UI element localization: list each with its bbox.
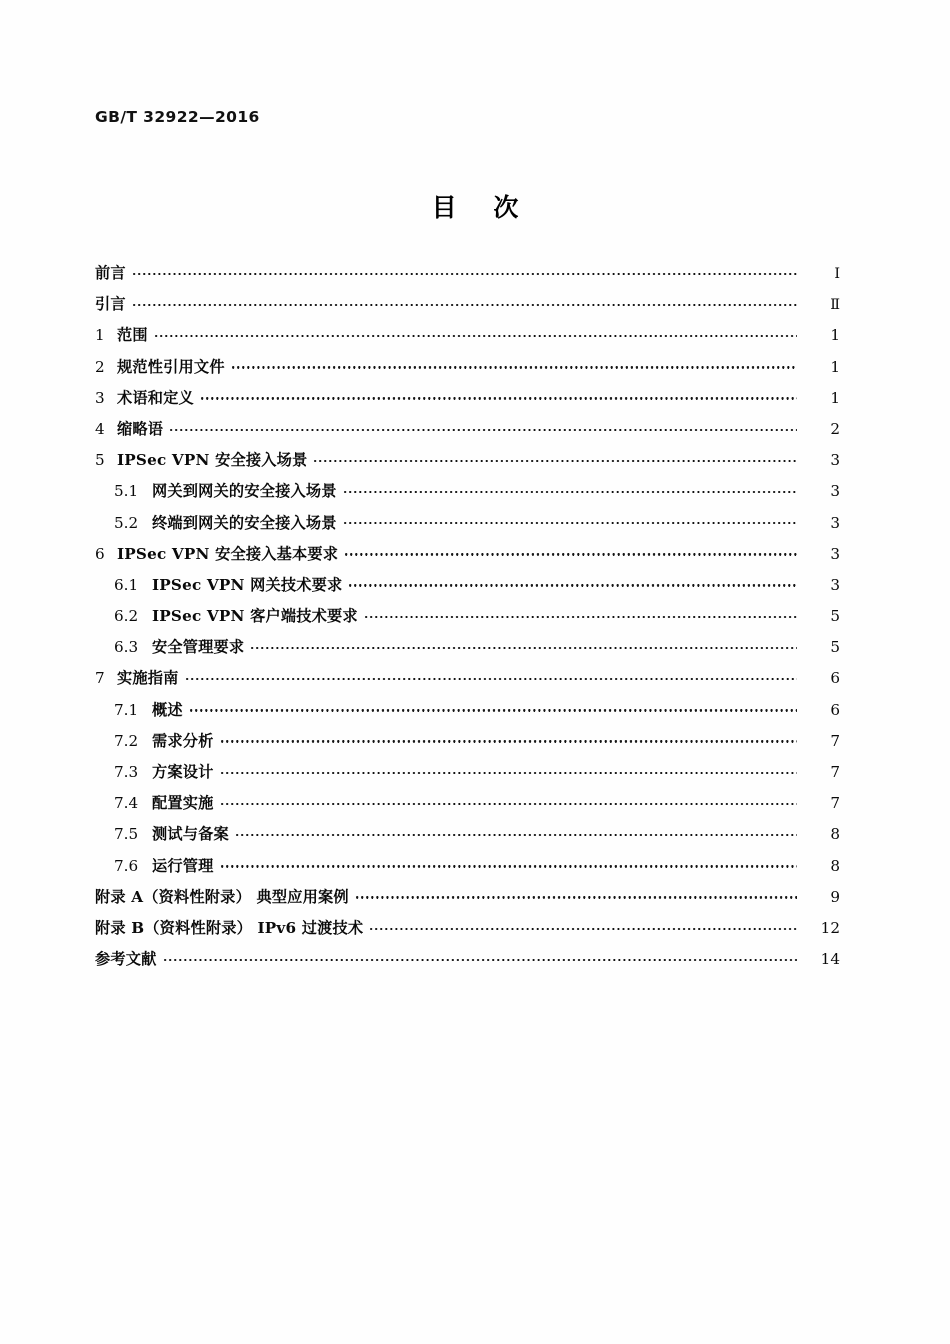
toc-entry[interactable] [95, 320, 840, 351]
dot-leader [190, 709, 797, 710]
toc-entry-label: 规范性引用文件 [117, 357, 225, 376]
toc-entry[interactable] [95, 508, 840, 539]
toc-entry-page-number: 3 [830, 451, 840, 470]
dot-leader [186, 678, 797, 679]
toc-entry-label: 参考文献 [95, 950, 157, 969]
toc-entry[interactable] [95, 414, 840, 445]
toc-entry-page-number: 6 [830, 669, 840, 688]
toc-entry-number: 7.4 [114, 794, 139, 813]
toc-entry-label: 前言 [95, 264, 126, 282]
toc-entry-number: 5.2 [114, 513, 139, 532]
toc-entry-page-number: 1 [830, 357, 840, 376]
dot-leader [221, 772, 797, 773]
toc-entry-label: 配置实施 [152, 794, 214, 813]
toc-entry[interactable] [95, 445, 840, 476]
toc-entry-number: 7.3 [114, 763, 139, 781]
toc-entry-number: 4 [95, 419, 105, 438]
toc-entry[interactable] [95, 476, 840, 507]
dot-leader [356, 896, 797, 897]
toc-entry-number: 7.6 [114, 856, 139, 875]
dot-leader [221, 865, 797, 866]
toc-entry-label: 安全管理要求 [152, 638, 245, 657]
dot-leader [133, 304, 797, 305]
toc-entry-page-number: 7 [830, 794, 840, 813]
toc-entry[interactable] [95, 258, 840, 289]
dot-leader [236, 834, 797, 835]
toc-entry-page-number: 2 [830, 419, 840, 438]
toc-entry-page-number: 14 [820, 950, 840, 969]
toc-entry-page-number: 9 [830, 887, 840, 906]
toc-entry[interactable] [95, 383, 840, 414]
toc-entry-label: 实施指南 [117, 669, 179, 688]
toc-entry-page-number: 1 [830, 388, 840, 407]
dot-leader [370, 928, 797, 929]
toc-entry-number: 3 [95, 388, 105, 407]
toc-entry-number: 6.2 [114, 607, 139, 626]
toc-entry[interactable] [95, 632, 840, 663]
dot-leader [155, 335, 797, 336]
toc-entry-label: IPSec VPN 网关技术要求 [152, 575, 343, 594]
toc-entry-label: 缩略语 [117, 419, 164, 438]
toc-entry-page-number: Ⅱ [830, 297, 840, 314]
dot-leader [164, 959, 797, 960]
dot-leader [221, 803, 797, 804]
dot-leader [345, 553, 797, 554]
toc-entry-label: 范围 [117, 326, 148, 345]
toc-entry[interactable] [95, 570, 840, 601]
toc-entry[interactable] [95, 851, 840, 882]
toc-entry[interactable] [95, 289, 840, 320]
toc-entry-number: 7.1 [114, 700, 139, 719]
toc-entry-number: 5.1 [114, 482, 139, 501]
toc-entry-number: 6.1 [114, 575, 139, 594]
dot-leader [221, 740, 797, 741]
toc-entry[interactable] [95, 539, 840, 570]
toc-entry-label: 需求分析 [152, 731, 214, 750]
toc-entry[interactable] [95, 726, 840, 757]
toc-entry-label: 终端到网关的安全接入场景 [152, 513, 337, 532]
toc-entry-label: IPSec VPN 安全接入基本要求 [117, 544, 339, 563]
toc-entry-page-number: 12 [820, 918, 840, 937]
toc-entry[interactable] [95, 757, 840, 788]
toc-entry-page-number: 3 [830, 575, 840, 594]
toc-entry[interactable] [95, 663, 840, 694]
toc-entry-page-number: Ⅰ [834, 266, 840, 282]
toc-entry[interactable] [95, 788, 840, 819]
dot-leader [170, 429, 797, 430]
toc-entry-label: 术语和定义 [117, 388, 194, 407]
toc-entry-label: 方案设计 [152, 763, 214, 781]
toc-entry-number: 5 [95, 451, 105, 470]
dot-leader [251, 647, 797, 648]
toc-entry-label: 附录 B（资料性附录） IPv6 过渡技术 [95, 918, 364, 937]
standard-number-header: GB/T 32922—2016 [95, 108, 260, 126]
toc-entry-page-number: 1 [830, 326, 840, 345]
page-title: 目 次 [431, 193, 533, 222]
toc-entry-number: 2 [95, 357, 105, 376]
toc-entry-label: 网关到网关的安全接入场景 [152, 482, 337, 501]
toc-entry-label: 概述 [152, 700, 183, 719]
toc-entry-number: 7.5 [114, 825, 139, 844]
toc-entry-page-number: 3 [830, 513, 840, 532]
toc-entry[interactable] [95, 601, 840, 632]
toc-entry[interactable] [95, 819, 840, 850]
toc-entry-page-number: 5 [830, 607, 840, 626]
toc-entry-page-number: 3 [830, 482, 840, 501]
toc-entry-page-number: 3 [830, 544, 840, 563]
toc-entry-page-number: 5 [830, 638, 840, 657]
table-of-contents [95, 258, 840, 975]
toc-entry-label: IPSec VPN 安全接入场景 [117, 451, 308, 470]
toc-entry-label: 测试与备案 [152, 825, 229, 844]
toc-entry-label: 附录 A（资料性附录） 典型应用案例 [95, 887, 349, 906]
toc-entry[interactable] [95, 882, 840, 913]
toc-entry-page-number: 7 [830, 731, 840, 750]
dot-leader [349, 584, 797, 585]
toc-entry-label: IPSec VPN 客户端技术要求 [152, 607, 358, 626]
toc-entry-page-number: 7 [830, 763, 840, 781]
toc-entry-number: 6 [95, 544, 105, 563]
toc-entry-label: 运行管理 [152, 856, 214, 875]
toc-entry-number: 7 [95, 669, 105, 688]
toc-entry-page-number: 8 [830, 856, 840, 875]
toc-entry-number: 7.2 [114, 731, 139, 750]
toc-entry[interactable] [95, 352, 840, 383]
dot-leader [344, 522, 797, 523]
toc-entry[interactable] [95, 695, 840, 726]
toc-entry[interactable] [95, 913, 840, 944]
dot-leader [201, 397, 797, 398]
toc-entry-page-number: 6 [830, 700, 840, 719]
dot-leader [314, 460, 797, 461]
toc-entry-number: 6.3 [114, 638, 139, 657]
dot-leader [344, 491, 797, 492]
toc-entry-page-number: 8 [830, 825, 840, 844]
toc-entry[interactable] [95, 944, 840, 975]
dot-leader [133, 273, 797, 274]
toc-entry-number: 1 [95, 326, 105, 345]
dot-leader [365, 616, 797, 617]
dot-leader [232, 366, 797, 367]
toc-entry-label: 引言 [95, 295, 126, 314]
